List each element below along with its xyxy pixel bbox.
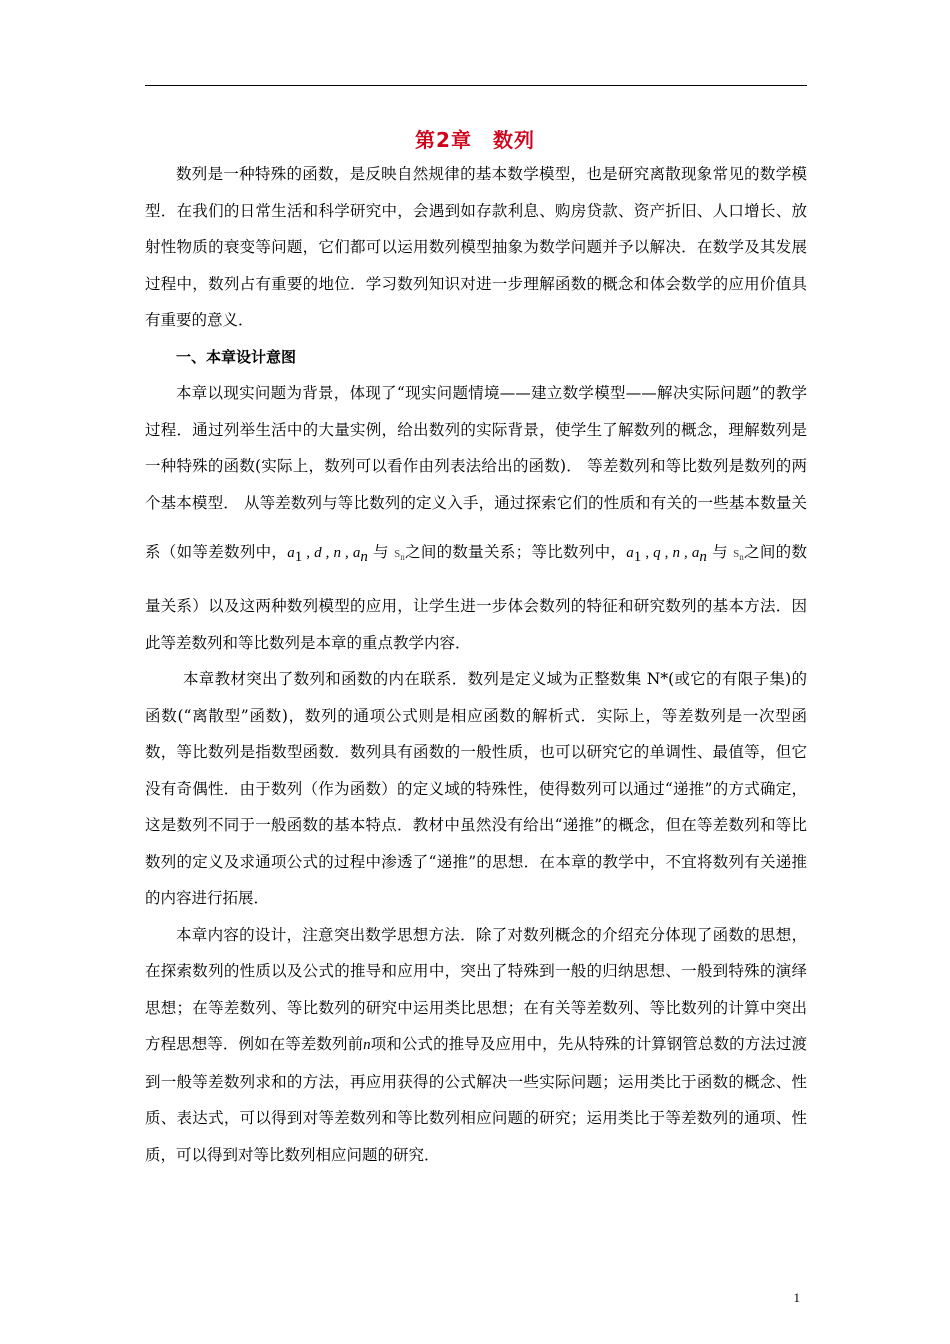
design-paragraph-3: 本章内容的设计，注意突出数学思想方法．除了对数列概念的介绍充分体现了函数的思想，在探索数列的性质以及公式的推导和应用中，突出了特殊到一般的归纳思想、一般到特殊的演绎思想；在等差数列、等比数列的研究中运用类比思想；在有关等差数列、等比数列的计算中突出方程思想等．例如在等差数列前n项和公式的推导及应用中，先从特殊的计算钢管总数的方法过渡到一般等差数列求和的方法，再应用获得的公式解决一些实际问题；运用类比于函数的概念、性质、表达式，可以得到对等差数列和等比数列相应问题的研究；运用类比于等差数列的通项、性质，可以得到对等比数列相应问题的研究． (145, 925, 807, 1164)
design-p1-mid3: 与 (712, 543, 728, 561)
document-body (145, 156, 807, 1173)
sum-symbol: $S_n$ (394, 548, 405, 563)
arithmetic-formula: $a_1$ , d , n , $a_n$ (287, 545, 368, 566)
section-heading: 一、本章设计意图 (176, 347, 297, 366)
n-variable: n (363, 1037, 371, 1054)
sum-symbol-2: $S_n$ (733, 548, 744, 563)
design-p1-end: 之间的数量关系）以及这两种数列模型的应用，让学生进一步体会数列的特征和研究数列的基本方法．因此等差数列和等比数列是本章的重点教学内容． (145, 543, 807, 652)
page-number: 1 (793, 1290, 800, 1305)
chapter-title: 第2章 数列 (415, 128, 535, 152)
design-paragraph-2: 本章教材突出了数列和函数的内在联系．数列是定义域为正整数集 N*(或它的有限子集)的函数(“离散型”函数)，数列的通项公式则是相应函数的解析式．实际上，等差数列是一次型函数，等比数列是指数型函数．数列具有函数的一般性质，也可以研究它的单调性、最值等，但它没有奇偶性．由于数列（作为函数）的定义域的特殊性，使得数列可以通过“递推”的方式确定，这是数列不同于一般函数的基本特点．教材中虽然没有给出“递推”的概念，但在等差数列和等比数列的定义及求通项公式的过程中渗透了“递推”的思想．在本章的教学中，不宜将数列有关递推的内容进行拓展． (145, 670, 807, 908)
design-p1-mid2: 之间的数量关系；等比数列中， (404, 543, 627, 561)
design-paragraph-1 (145, 375, 807, 661)
geometric-formula: $a_1$ , q , n , $a_n$ (626, 545, 707, 566)
design-p1-mid1: 与 (373, 543, 389, 561)
intro-paragraph: 数列是一种特殊的函数，是反映自然规律的基本数学模型，也是研究离散现象常见的数学模型．在我们的日常生活和科学研究中，会遇到如存款利息、购房贷款、资产折旧、人口增长、放射性物质的衰变等问题，它们都可以运用数列模型抽象为数学问题并予以解决．在数学及其发展过程中，数列占有重要的地位．学习数列知识对进一步理解函数的概念和体会数学的应用价值具有重要的意义． (145, 165, 807, 329)
header-rule (145, 85, 807, 86)
design-p1-intro: 本章以现实问题为背景，体现了“现实问题情境——建立数学模型——解决实际问题”的教学过程．通过列举生活中的大量实例，给出数列的实际背景，使学生了解数列的概念，理解数列是一种特殊的函数(实际上，数列可以看作由列表法给出的函数)． 等差数列和等比数列是数列的两个基本模型． 从等差数列与等比数列的定义入手，通过探索它们的性质和有关的一些基本数量关系（如等差数列中， (145, 384, 807, 561)
